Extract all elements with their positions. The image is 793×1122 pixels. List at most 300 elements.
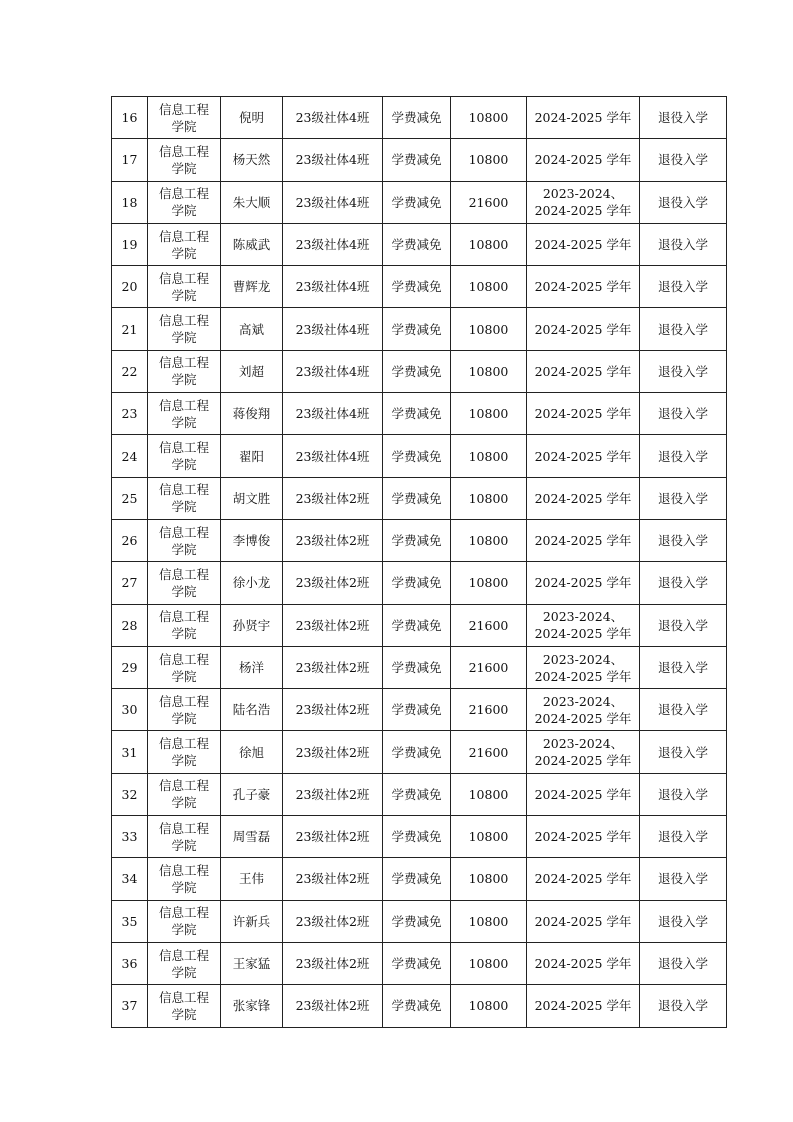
amount-cell [451, 985, 527, 1027]
college-cell-text: 信息工程 学院 [158, 313, 209, 346]
aid-type-text: 学费减免 [391, 490, 442, 506]
amount-cell [451, 604, 527, 646]
reason-cell-text: 退役入学 [657, 321, 708, 337]
student-name [221, 858, 283, 900]
reason-cell [640, 97, 727, 139]
class-name [283, 266, 383, 308]
student-name [221, 731, 283, 773]
academic-year-text: 2024-2025 学年 [534, 829, 632, 845]
academic-year-text: 2023-2024、 2024-2025 学年 [534, 651, 632, 684]
amount-cell-text: 10800 [468, 152, 509, 168]
amount-cell-text: 10800 [468, 363, 509, 379]
reason-cell-text: 退役入学 [657, 871, 708, 887]
college-cell-text: 信息工程 学院 [158, 566, 209, 599]
reason-cell-text: 退役入学 [657, 617, 708, 633]
aid-type-text: 学费减免 [391, 152, 442, 168]
aid-type [383, 519, 451, 561]
class-name-text: 23级社体2班 [295, 786, 370, 802]
college-cell-text: 信息工程 学院 [158, 947, 209, 980]
college-cell [148, 139, 221, 181]
reason-cell-text: 退役入学 [657, 194, 708, 210]
row-number [112, 435, 148, 477]
student-name [221, 97, 283, 139]
aid-type-text: 学费减免 [391, 913, 442, 929]
college-cell [148, 900, 221, 942]
amount-cell [451, 519, 527, 561]
college-cell-text: 信息工程 学院 [158, 820, 209, 853]
row-number [112, 393, 148, 435]
reason-cell [640, 393, 727, 435]
student-name-text: 张家锋 [232, 998, 271, 1014]
reason-cell [640, 731, 727, 773]
row-number-text: 18 [121, 194, 138, 210]
row-number-text: 29 [121, 660, 138, 675]
amount-cell [451, 139, 527, 181]
student-name [221, 900, 283, 942]
college-cell-text: 信息工程 学院 [158, 270, 209, 303]
class-name [283, 181, 383, 223]
row-number [112, 900, 148, 942]
class-name-text: 23级社体4班 [295, 279, 370, 295]
aid-type [383, 350, 451, 392]
table-row [112, 942, 727, 984]
academic-year-text: 2024-2025 学年 [534, 448, 632, 464]
table-row [112, 646, 727, 688]
tuition-waiver-table [111, 96, 727, 1028]
academic-year [527, 858, 640, 900]
amount-cell [451, 900, 527, 942]
reason-cell-text: 退役入学 [657, 533, 708, 549]
aid-type-text: 学费减免 [391, 533, 442, 549]
college-cell [148, 985, 221, 1027]
student-name-text: 王伟 [238, 871, 264, 887]
table-row [112, 773, 727, 815]
aid-type-text: 学费减免 [391, 194, 442, 210]
class-name-text: 23级社体2班 [295, 575, 370, 591]
student-name-text: 周雪磊 [232, 829, 271, 845]
aid-type [383, 985, 451, 1027]
amount-cell [451, 646, 527, 688]
table-row [112, 223, 727, 265]
row-number-text: 27 [121, 575, 138, 591]
college-cell-text: 信息工程 学院 [158, 609, 209, 642]
class-name [283, 858, 383, 900]
amount-cell-text: 21600 [468, 617, 509, 633]
student-name-text: 陆名浩 [232, 702, 271, 718]
academic-year-text: 2024-2025 学年 [534, 237, 632, 253]
college-cell-text: 信息工程 学院 [158, 440, 209, 473]
amount-cell-text: 10800 [468, 913, 509, 929]
reason-cell [640, 773, 727, 815]
table-row [112, 97, 727, 139]
reason-cell-text: 退役入学 [657, 575, 708, 591]
academic-year [527, 731, 640, 773]
class-name [283, 435, 383, 477]
table-row [112, 350, 727, 392]
academic-year-text: 2024-2025 学年 [534, 871, 632, 887]
amount-cell [451, 181, 527, 223]
reason-cell-text: 退役入学 [657, 490, 708, 506]
student-name [221, 604, 283, 646]
table-row [112, 266, 727, 308]
aid-type-text: 学费减免 [391, 110, 442, 126]
college-cell [148, 308, 221, 350]
college-cell-text: 信息工程 学院 [158, 482, 209, 515]
row-number-text: 30 [121, 702, 138, 718]
student-name [221, 816, 283, 858]
row-number-text: 16 [121, 110, 138, 126]
aid-type [383, 646, 451, 688]
amount-cell-text: 10800 [468, 829, 509, 845]
student-name [221, 519, 283, 561]
aid-type-text: 学费减免 [391, 617, 442, 633]
reason-cell [640, 604, 727, 646]
amount-cell [451, 97, 527, 139]
student-name [221, 350, 283, 392]
row-number-text: 17 [121, 152, 138, 168]
amount-cell [451, 773, 527, 815]
reason-cell-text: 退役入学 [657, 660, 708, 675]
academic-year-text: 2024-2025 学年 [534, 110, 632, 126]
college-cell [148, 816, 221, 858]
aid-type-text: 学费减免 [391, 998, 442, 1014]
aid-type [383, 266, 451, 308]
class-name [283, 350, 383, 392]
table-row [112, 900, 727, 942]
class-name [283, 900, 383, 942]
college-cell-text: 信息工程 学院 [158, 736, 209, 769]
row-number [112, 731, 148, 773]
row-number-text: 25 [121, 490, 138, 506]
class-name-text: 23级社体4班 [295, 152, 370, 168]
academic-year-text: 2024-2025 学年 [534, 956, 632, 972]
row-number-text: 36 [121, 956, 138, 972]
student-name [221, 139, 283, 181]
reason-cell-text: 退役入学 [657, 110, 708, 126]
student-name [221, 689, 283, 731]
college-cell [148, 223, 221, 265]
amount-cell [451, 731, 527, 773]
class-name [283, 139, 383, 181]
reason-cell [640, 985, 727, 1027]
class-name-text: 23级社体2班 [295, 660, 370, 675]
aid-type [383, 858, 451, 900]
row-number-text: 28 [121, 617, 138, 633]
amount-cell-text: 21600 [468, 660, 509, 675]
class-name-text: 23级社体2班 [295, 998, 370, 1014]
college-cell [148, 393, 221, 435]
row-number [112, 858, 148, 900]
amount-cell-text: 10800 [468, 406, 509, 422]
student-name-text: 胡文胜 [232, 490, 271, 506]
reason-cell [640, 223, 727, 265]
student-name [221, 773, 283, 815]
college-cell [148, 689, 221, 731]
row-number-text: 21 [121, 321, 138, 337]
academic-year [527, 350, 640, 392]
aid-type [383, 731, 451, 773]
aid-type-text: 学费减免 [391, 406, 442, 422]
class-name-text: 23级社体4班 [295, 110, 370, 126]
class-name-text: 23级社体2班 [295, 871, 370, 887]
class-name [283, 604, 383, 646]
table-row [112, 308, 727, 350]
academic-year-text: 2024-2025 学年 [534, 998, 632, 1014]
college-cell [148, 350, 221, 392]
aid-type-text: 学费减免 [391, 363, 442, 379]
class-name [283, 689, 383, 731]
college-cell [148, 773, 221, 815]
college-cell [148, 731, 221, 773]
row-number-text: 37 [121, 998, 138, 1014]
class-name-text: 23级社体2班 [295, 956, 370, 972]
reason-cell [640, 350, 727, 392]
student-name-text: 陈威武 [232, 237, 271, 253]
student-name [221, 646, 283, 688]
class-name [283, 773, 383, 815]
reason-cell [640, 519, 727, 561]
reason-cell [640, 858, 727, 900]
row-number [112, 985, 148, 1027]
class-name [283, 985, 383, 1027]
academic-year-text: 2024-2025 学年 [534, 490, 632, 506]
aid-type-text: 学费减免 [391, 448, 442, 464]
class-name-text: 23级社体4班 [295, 237, 370, 253]
amount-cell [451, 393, 527, 435]
row-number-text: 31 [121, 744, 138, 760]
class-name [283, 97, 383, 139]
reason-cell-text: 退役入学 [657, 744, 708, 760]
college-cell-text: 信息工程 学院 [158, 989, 209, 1022]
academic-year [527, 519, 640, 561]
aid-type [383, 816, 451, 858]
table-row [112, 689, 727, 731]
reason-cell [640, 435, 727, 477]
class-name-text: 23级社体4班 [295, 448, 370, 464]
aid-type-text: 学费减免 [391, 279, 442, 295]
academic-year-text: 2024-2025 学年 [534, 321, 632, 337]
college-cell-text: 信息工程 学院 [158, 862, 209, 895]
row-number [112, 308, 148, 350]
student-name-text: 许新兵 [232, 913, 271, 929]
class-name-text: 23级社体2班 [295, 533, 370, 549]
amount-cell [451, 942, 527, 984]
row-number [112, 519, 148, 561]
amount-cell-text: 10800 [468, 575, 509, 591]
amount-cell [451, 689, 527, 731]
student-name [221, 562, 283, 604]
reason-cell-text: 退役入学 [657, 786, 708, 802]
aid-type-text: 学费减免 [391, 237, 442, 253]
aid-type-text: 学费减免 [391, 871, 442, 887]
reason-cell [640, 689, 727, 731]
class-name [283, 646, 383, 688]
row-number-text: 34 [121, 871, 138, 887]
amount-cell-text: 21600 [468, 194, 509, 210]
amount-cell [451, 858, 527, 900]
row-number [112, 562, 148, 604]
aid-type [383, 773, 451, 815]
reason-cell-text: 退役入学 [657, 406, 708, 422]
college-cell-text: 信息工程 学院 [158, 778, 209, 811]
reason-cell-text: 退役入学 [657, 448, 708, 464]
row-number-text: 23 [121, 406, 138, 422]
college-cell [148, 266, 221, 308]
academic-year-text: 2024-2025 学年 [534, 152, 632, 168]
student-name [221, 942, 283, 984]
class-name-text: 23级社体2班 [295, 490, 370, 506]
student-name-text: 徐小龙 [232, 575, 271, 591]
academic-year [527, 604, 640, 646]
table-row [112, 139, 727, 181]
aid-type [383, 393, 451, 435]
student-name [221, 477, 283, 519]
academic-year-text: 2024-2025 学年 [534, 406, 632, 422]
reason-cell [640, 181, 727, 223]
aid-type [383, 689, 451, 731]
table-row [112, 519, 727, 561]
class-name-text: 23级社体4班 [295, 321, 370, 337]
academic-year [527, 985, 640, 1027]
table-row [112, 731, 727, 773]
academic-year [527, 181, 640, 223]
student-name [221, 393, 283, 435]
academic-year [527, 139, 640, 181]
college-cell-text: 信息工程 学院 [158, 397, 209, 430]
aid-type-text: 学费减免 [391, 575, 442, 591]
reason-cell [640, 942, 727, 984]
student-name-text: 杨天然 [232, 152, 271, 168]
academic-year-text: 2024-2025 学年 [534, 279, 632, 295]
row-number [112, 223, 148, 265]
academic-year [527, 97, 640, 139]
aid-type [383, 562, 451, 604]
college-cell-text: 信息工程 学院 [158, 905, 209, 938]
aid-type-text: 学费减免 [391, 956, 442, 972]
reason-cell-text: 退役入学 [657, 702, 708, 718]
reason-cell-text: 退役入学 [657, 956, 708, 972]
student-name-text: 李博俊 [232, 533, 271, 549]
reason-cell-text: 退役入学 [657, 363, 708, 379]
reason-cell-text: 退役入学 [657, 279, 708, 295]
amount-cell-text: 21600 [468, 744, 509, 760]
reason-cell [640, 139, 727, 181]
academic-year-text: 2024-2025 学年 [534, 913, 632, 929]
row-number-text: 35 [121, 913, 138, 929]
reason-cell-text: 退役入学 [657, 998, 708, 1014]
class-name-text: 23级社体4班 [295, 363, 370, 379]
amount-cell [451, 477, 527, 519]
amount-cell-text: 10800 [468, 321, 509, 337]
college-cell [148, 477, 221, 519]
student-name-text: 翟阳 [238, 448, 264, 464]
academic-year [527, 562, 640, 604]
amount-cell-text: 10800 [468, 998, 509, 1014]
reason-cell [640, 646, 727, 688]
class-name-text: 23级社体2班 [295, 702, 370, 718]
college-cell-text: 信息工程 学院 [158, 101, 209, 134]
row-number-text: 33 [121, 829, 138, 845]
table-row [112, 181, 727, 223]
reason-cell-text: 退役入学 [657, 152, 708, 168]
class-name [283, 731, 383, 773]
aid-type [383, 435, 451, 477]
student-name-text: 倪明 [238, 110, 264, 126]
student-name [221, 435, 283, 477]
amount-cell-text: 10800 [468, 490, 509, 506]
college-cell [148, 562, 221, 604]
amount-cell [451, 435, 527, 477]
class-name [283, 562, 383, 604]
reason-cell [640, 900, 727, 942]
reason-cell [640, 816, 727, 858]
class-name-text: 23级社体4班 [295, 194, 370, 210]
table-row [112, 477, 727, 519]
amount-cell [451, 350, 527, 392]
row-number-text: 20 [121, 279, 138, 295]
row-number [112, 97, 148, 139]
academic-year-text: 2023-2024、 2024-2025 学年 [534, 609, 632, 642]
student-name [221, 266, 283, 308]
academic-year-text: 2024-2025 学年 [534, 363, 632, 379]
class-name [283, 223, 383, 265]
aid-type [383, 181, 451, 223]
student-name [221, 985, 283, 1027]
reason-cell [640, 562, 727, 604]
amount-cell-text: 10800 [468, 533, 509, 549]
student-name-text: 曹辉龙 [232, 279, 271, 295]
academic-year [527, 435, 640, 477]
student-name-text: 孔子豪 [232, 786, 271, 802]
row-number-text: 19 [121, 237, 138, 253]
college-cell [148, 97, 221, 139]
academic-year-text: 2023-2024、 2024-2025 学年 [534, 736, 632, 769]
row-number [112, 181, 148, 223]
college-cell-text: 信息工程 学院 [158, 228, 209, 261]
student-name-text: 刘超 [238, 363, 264, 379]
college-cell-text: 信息工程 学院 [158, 355, 209, 388]
aid-type [383, 139, 451, 181]
academic-year-text: 2024-2025 学年 [534, 786, 632, 802]
academic-year [527, 266, 640, 308]
row-number [112, 646, 148, 688]
aid-type [383, 477, 451, 519]
row-number-text: 22 [121, 363, 138, 379]
college-cell [148, 646, 221, 688]
table-row [112, 985, 727, 1027]
row-number [112, 139, 148, 181]
academic-year [527, 393, 640, 435]
row-number [112, 942, 148, 984]
amount-cell [451, 266, 527, 308]
class-name-text: 23级社体2班 [295, 913, 370, 929]
row-number-text: 32 [121, 786, 138, 802]
aid-type [383, 97, 451, 139]
reason-cell-text: 退役入学 [657, 237, 708, 253]
table-body [112, 97, 727, 1028]
table-row [112, 604, 727, 646]
student-name [221, 308, 283, 350]
student-name-text: 朱大顺 [232, 194, 271, 210]
college-cell [148, 435, 221, 477]
college-cell [148, 942, 221, 984]
amount-cell-text: 10800 [468, 237, 509, 253]
row-number [112, 350, 148, 392]
class-name [283, 519, 383, 561]
academic-year [527, 646, 640, 688]
college-cell [148, 858, 221, 900]
row-number [112, 477, 148, 519]
